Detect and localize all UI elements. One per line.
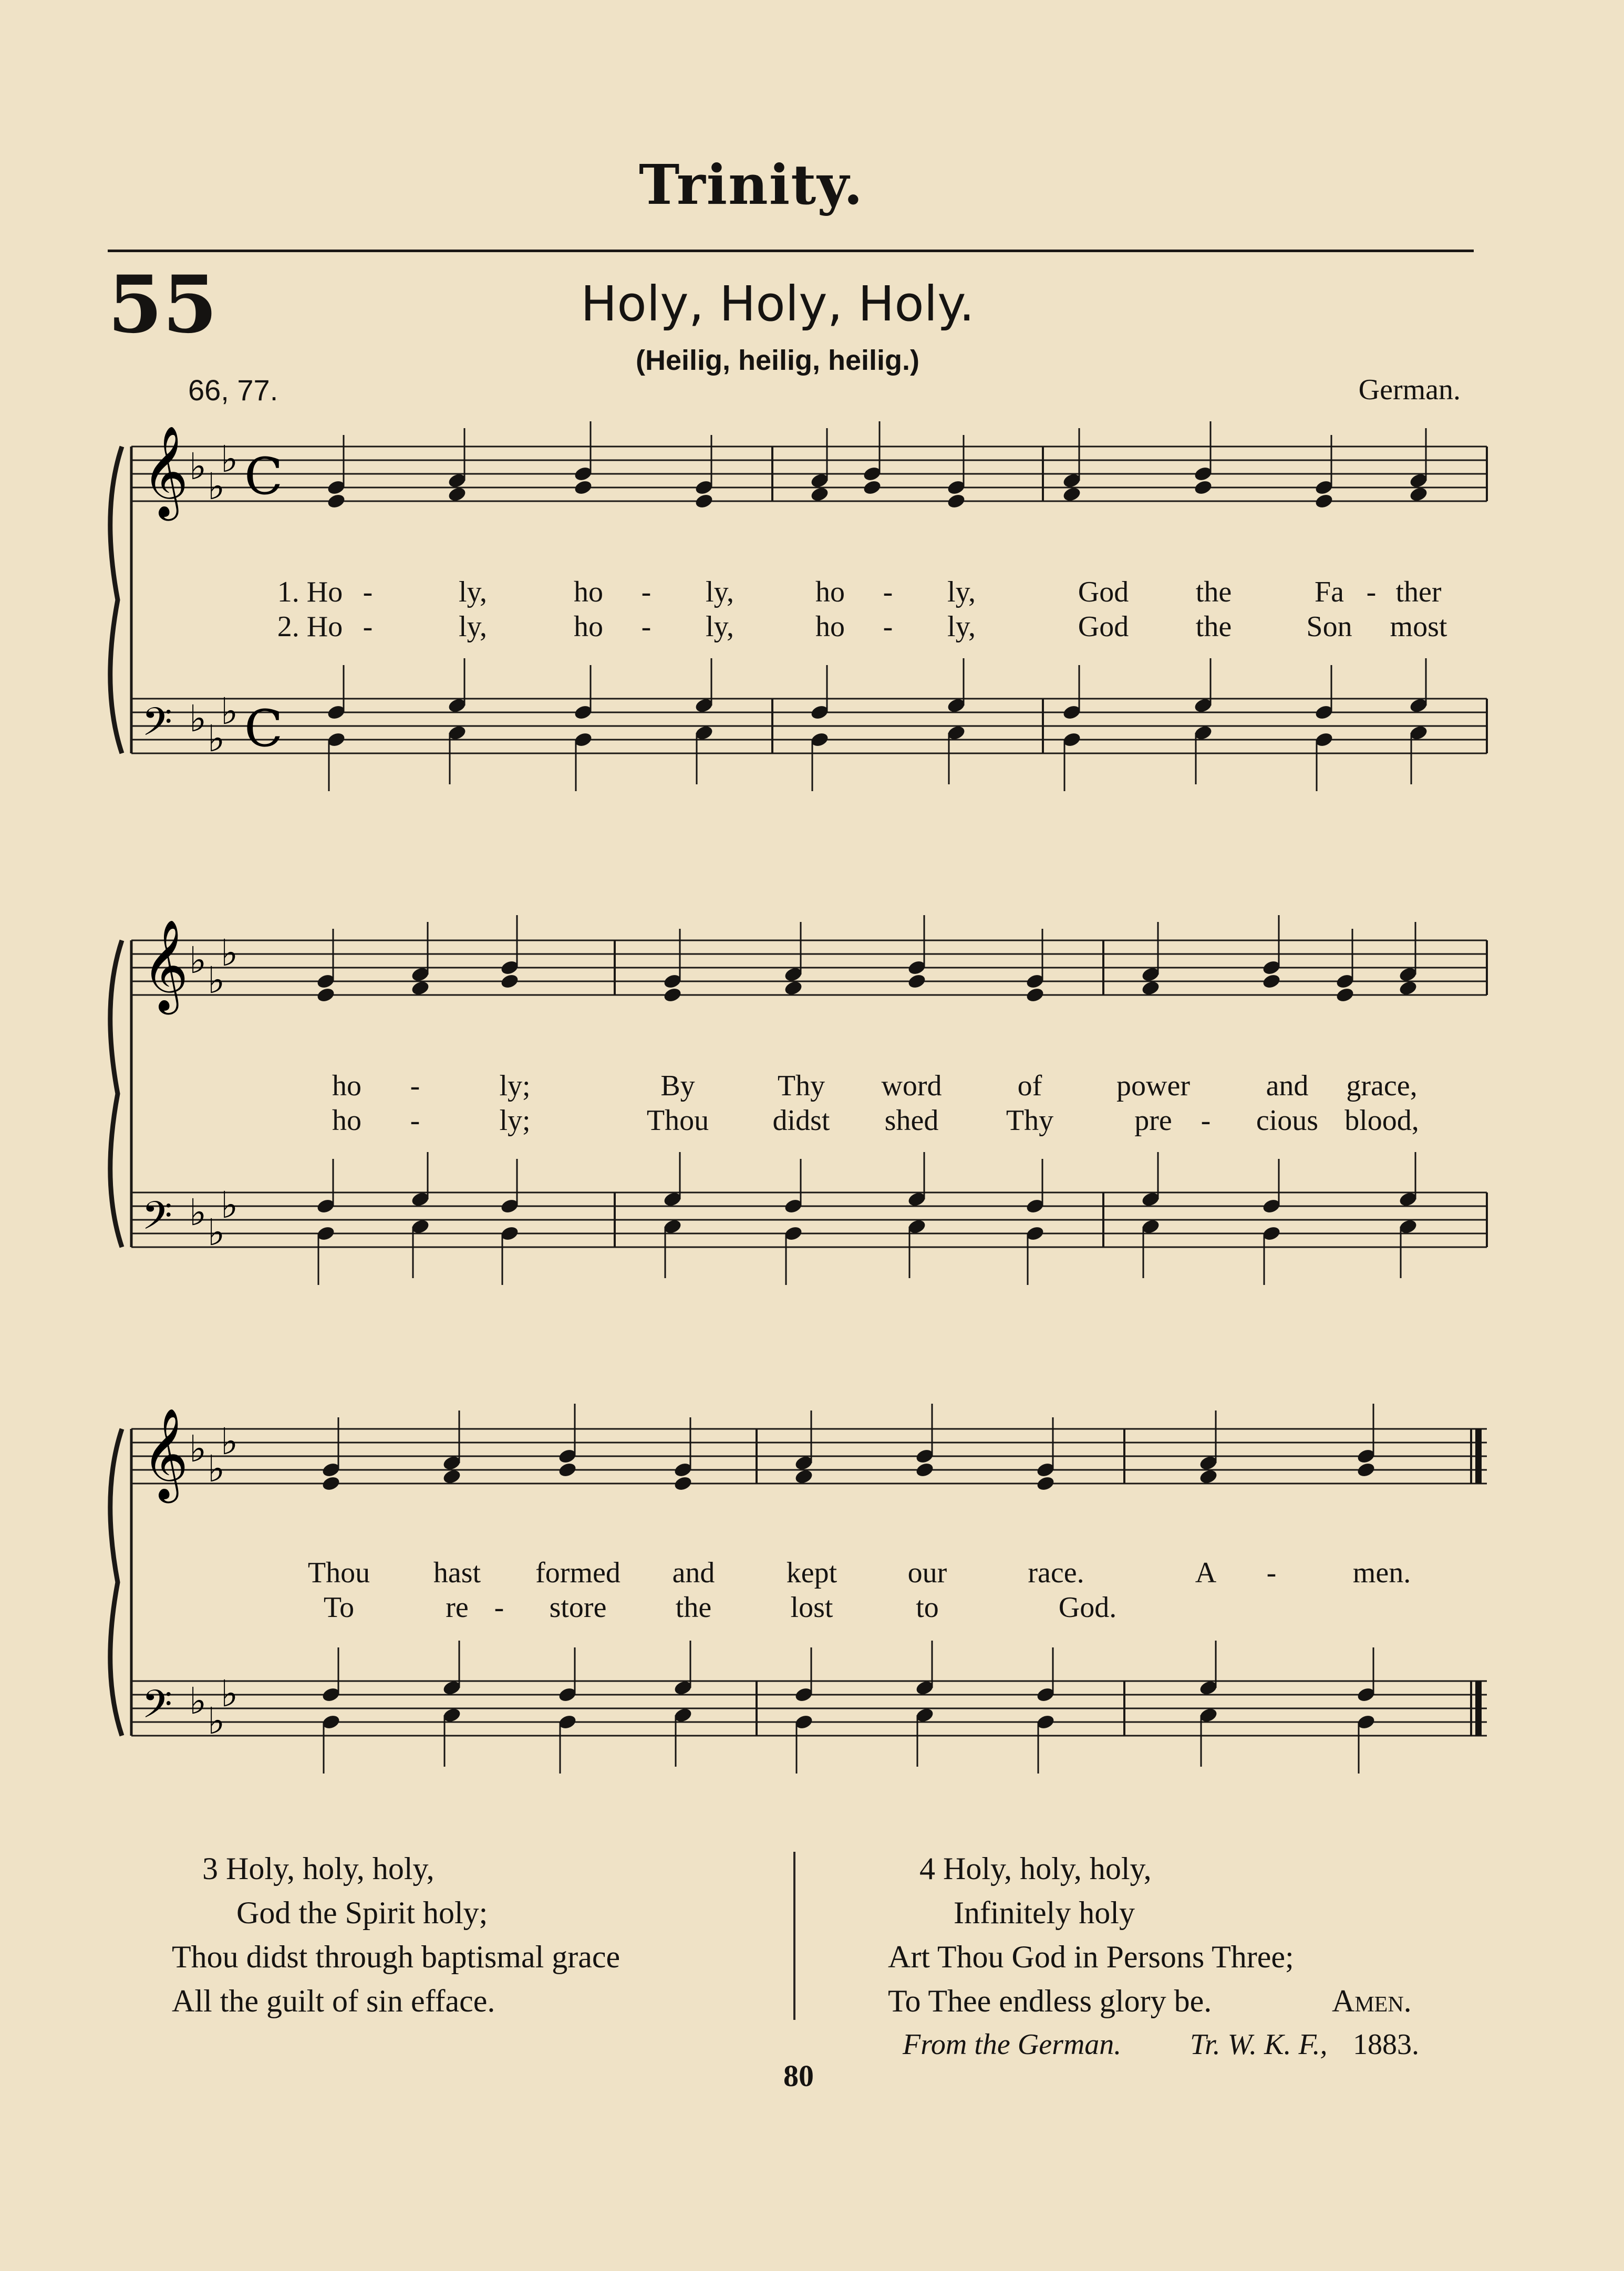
lyric-syllable: re xyxy=(446,1591,469,1624)
flat-sign: ♭ xyxy=(208,959,225,1002)
lyric-syllable: ho xyxy=(574,610,603,643)
note-head xyxy=(694,493,714,510)
note-head xyxy=(442,1468,462,1485)
lyric-syllable: Thy xyxy=(1006,1104,1054,1137)
lyric-syllable: - xyxy=(1201,1104,1211,1137)
note-head xyxy=(557,1461,577,1478)
lyric-syllable: Son xyxy=(1306,610,1352,643)
note-head xyxy=(573,479,593,496)
flat-sign: ♭ xyxy=(189,697,207,740)
lyric-syllable: shed xyxy=(884,1104,939,1137)
verse3-line-1: 3 Holy, holy, holy, xyxy=(202,1851,435,1886)
note-head xyxy=(1198,1468,1218,1485)
verse3-line-4: All the guilt of sin efface. xyxy=(172,1984,495,2018)
lyric-syllable: By xyxy=(660,1070,695,1102)
note-head xyxy=(321,1475,341,1492)
verse4-amen: Amen. xyxy=(1332,1984,1412,2018)
lyric-syllable: A xyxy=(1195,1557,1217,1589)
note-head xyxy=(1036,1475,1056,1492)
treble-clef: 𝄞 xyxy=(142,1408,189,1499)
lyric-syllable: Thou xyxy=(307,1557,370,1589)
lyric-syllable: - xyxy=(363,610,373,643)
lyric-syllable: 2. Ho xyxy=(277,610,343,643)
flat-sign: ♭ xyxy=(189,939,207,982)
lyric-syllable: blood, xyxy=(1344,1104,1419,1137)
lyric-syllable: and xyxy=(672,1557,715,1589)
lyric-syllable: ly, xyxy=(459,576,487,608)
flat-sign: ♭ xyxy=(221,1184,239,1227)
lyric-syllable: - xyxy=(410,1104,420,1137)
note-head xyxy=(1193,479,1213,496)
page-number: 80 xyxy=(783,2059,814,2093)
section-title: Trinity. xyxy=(639,152,864,217)
treble-clef: 𝄞 xyxy=(142,426,189,517)
note-head xyxy=(862,479,882,496)
lyric-syllable: - xyxy=(641,576,651,608)
lyric-syllable: - xyxy=(883,610,893,643)
lyric-syllable: to xyxy=(916,1591,939,1624)
flat-sign: ♭ xyxy=(208,1699,225,1743)
bass-clef: 𝄢 xyxy=(142,1193,172,1248)
verse3-line-3: Thou didst through baptismal grace xyxy=(172,1940,620,1974)
lyric-syllable: God xyxy=(1078,576,1129,608)
note-head xyxy=(410,980,430,997)
lyric-syllable: - xyxy=(410,1070,420,1102)
lyric-syllable: formed xyxy=(535,1557,620,1589)
note-head xyxy=(1314,493,1334,510)
lyric-syllable: ly, xyxy=(706,576,734,608)
meter: 66, 77. xyxy=(188,374,278,407)
flat-sign: ♭ xyxy=(208,465,225,508)
flat-sign: ♭ xyxy=(221,1420,239,1463)
system-brace xyxy=(110,1429,122,1736)
lyric-syllable: ho xyxy=(815,576,845,608)
hymn-title: Holy, Holy, Holy. xyxy=(581,276,975,332)
lyric-syllable: ho xyxy=(332,1070,361,1102)
note-head xyxy=(1062,486,1082,503)
lyric-syllable: race. xyxy=(1028,1557,1084,1589)
note-head xyxy=(500,973,520,990)
lyric-syllable: ho xyxy=(332,1104,361,1137)
flat-sign: ♭ xyxy=(221,931,239,974)
flat-sign: ♭ xyxy=(208,1211,225,1254)
time-signature: C xyxy=(244,447,283,506)
lyric-syllable: our xyxy=(907,1557,947,1589)
lyric-syllable: God. xyxy=(1058,1591,1117,1624)
system-brace xyxy=(110,940,122,1247)
note-head xyxy=(1141,980,1161,997)
hymn-number: 55 xyxy=(108,258,218,351)
note-head xyxy=(326,493,346,510)
verse4-line-2: Infinitely holy xyxy=(954,1895,1135,1930)
attribution-year: 1883. xyxy=(1353,2028,1419,2061)
lyric-syllable: the xyxy=(1195,610,1232,643)
lyric-syllable: ther xyxy=(1395,576,1442,608)
lyric-syllable: hast xyxy=(433,1557,481,1589)
note-head xyxy=(783,980,803,997)
note-head xyxy=(673,1475,693,1492)
lyric-syllable: of xyxy=(1017,1070,1042,1102)
note-head xyxy=(663,987,682,1003)
lyric-syllable: kept xyxy=(786,1557,837,1589)
lyric-syllable: - xyxy=(641,610,651,643)
lyric-syllable: ly, xyxy=(947,576,976,608)
lyric-syllable: - xyxy=(883,576,893,608)
lyric-syllable: - xyxy=(1366,576,1377,608)
lyric-syllable: To xyxy=(323,1591,355,1624)
verse4-line-4: To Thee endless glory be. xyxy=(888,1984,1212,2018)
lyric-syllable: 1. Ho xyxy=(277,576,343,608)
lyric-syllable: word xyxy=(881,1070,942,1102)
lyric-syllable: - xyxy=(1266,1557,1277,1589)
lyric-syllable: store xyxy=(549,1591,607,1624)
hymn-subtitle: (Heilig, heilig, heilig.) xyxy=(635,345,920,376)
lyric-syllable: ly, xyxy=(947,610,976,643)
lyric-syllable: ly, xyxy=(459,610,487,643)
note-head xyxy=(1356,1461,1376,1478)
flat-sign: ♭ xyxy=(221,1672,239,1715)
bass-clef: 𝄢 xyxy=(142,1682,172,1737)
lyric-syllable: ho xyxy=(574,576,603,608)
tune-source: German. xyxy=(1358,374,1461,406)
note-head xyxy=(1398,980,1418,997)
flat-sign: ♭ xyxy=(208,717,225,760)
verse-divider xyxy=(793,1852,795,2020)
lyric-syllable: Fa xyxy=(1315,576,1344,608)
lyric-syllable: men. xyxy=(1352,1557,1411,1589)
lyric-syllable: the xyxy=(675,1591,712,1624)
flat-sign: ♭ xyxy=(189,1191,207,1234)
lyric-syllable: ho xyxy=(815,610,845,643)
attribution-source: From the German. xyxy=(903,2028,1122,2061)
flat-sign: ♭ xyxy=(189,1679,207,1723)
lyric-syllable: grace, xyxy=(1346,1070,1418,1102)
lyric-syllable: - xyxy=(494,1591,504,1624)
note-head xyxy=(794,1468,814,1485)
verse4-line-1: 4 Holy, holy, holy, xyxy=(919,1851,1152,1886)
lyric-syllable: Thou xyxy=(646,1104,709,1137)
lyric-syllable: pre xyxy=(1134,1104,1172,1137)
lyric-syllable: and xyxy=(1266,1070,1309,1102)
note-head xyxy=(907,973,927,990)
note-head xyxy=(316,987,336,1003)
lyric-syllable: ly; xyxy=(499,1104,531,1137)
note-head xyxy=(915,1461,935,1478)
lyric-syllable: didst xyxy=(772,1104,830,1137)
note-head xyxy=(946,493,966,510)
note-head xyxy=(1409,486,1429,503)
lyric-syllable: most xyxy=(1390,610,1447,643)
verse3-line-2: God the Spirit holy; xyxy=(236,1895,488,1930)
flat-sign: ♭ xyxy=(189,1427,207,1470)
note-head xyxy=(1025,987,1045,1003)
lyric-syllable: power xyxy=(1116,1070,1190,1102)
system-brace xyxy=(110,447,122,753)
lyric-syllable: God xyxy=(1078,610,1129,643)
time-signature: C xyxy=(244,699,283,758)
final-barline xyxy=(1475,1429,1482,1484)
note-head xyxy=(1335,987,1355,1003)
lyric-syllable: Thy xyxy=(777,1070,825,1102)
flat-sign: ♭ xyxy=(221,690,239,733)
lyric-syllable: ly; xyxy=(499,1070,531,1102)
lyric-syllable: ly, xyxy=(706,610,734,643)
lyric-syllable: cious xyxy=(1256,1104,1319,1137)
flat-sign: ♭ xyxy=(208,1447,225,1490)
final-barline xyxy=(1475,1681,1482,1736)
note-head xyxy=(447,486,467,503)
verse4-line-3: Art Thou God in Persons Three; xyxy=(888,1940,1294,1974)
attribution-translator: Tr. W. K. F., xyxy=(1190,2028,1328,2061)
flat-sign: ♭ xyxy=(221,438,239,481)
lyric-syllable: the xyxy=(1195,576,1232,608)
lyric-syllable: - xyxy=(363,576,373,608)
lyric-syllable: lost xyxy=(790,1591,833,1624)
treble-clef: 𝄞 xyxy=(142,919,189,1011)
note-head xyxy=(1261,973,1281,990)
flat-sign: ♭ xyxy=(189,445,207,488)
bass-clef: 𝄢 xyxy=(142,699,172,754)
note-head xyxy=(810,486,830,503)
